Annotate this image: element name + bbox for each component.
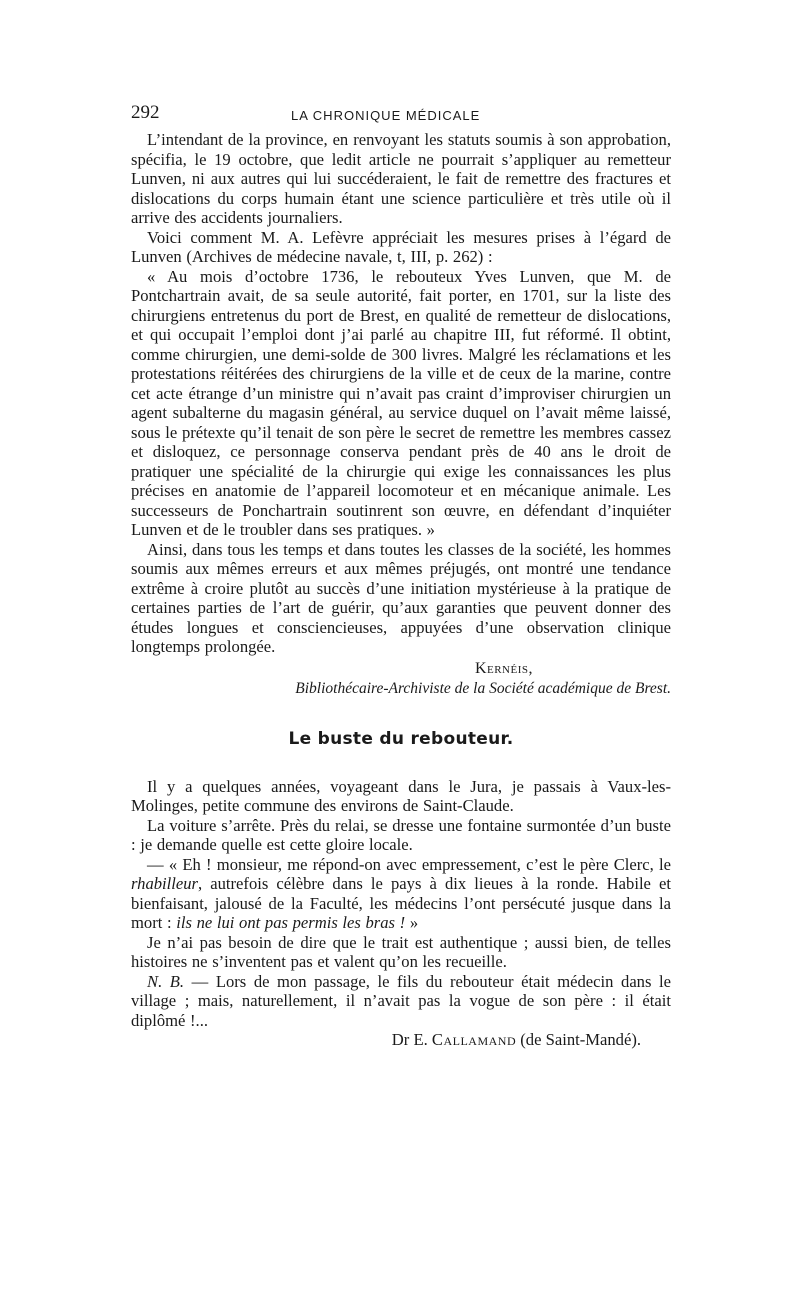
running-head [131, 100, 671, 130]
paragraph: L’intendant de la province, en renvoyant les statuts soumis à son approbation, spécifia, le 19 octobre, que ledit article ne pourrait s’appliquer au remetteur Lunven, ni aux autres qui lui succéderaient, le fait de remettre des fractures et dislocations du corps humain étant une science particulière et très utile où il arrive des accidents journaliers. [131, 130, 671, 227]
author-affiliation: Bibliothécaire-Archiviste de la Société académique de Brest. [295, 679, 671, 697]
paragraph [131, 855, 671, 933]
paragraph: Voici comment M. A. Lefèvre appréciait les mesures prises à l’égard de Lunven (Archives de médecine navale, t, III, p. 262) : [131, 227, 671, 266]
sig-prefix: Dr E. [391, 1030, 432, 1049]
paragraph: Je n’ai pas besoin de dire que le trait est authentique ; aussi bien, de telles histoires ne s’inventent pas et valent qu’on les recueille. [131, 932, 671, 971]
sig-suffix: (de Saint-Mandé). [516, 1030, 641, 1049]
author-signature [131, 1030, 641, 1050]
section-title: Le buste du rebouteur. [288, 728, 514, 749]
document-page [131, 100, 671, 1050]
page-number: 292 [131, 102, 160, 123]
paragraph: La voiture s’arrête. Près du relai, se dresse une fontaine surmontée d’un buste : je demande quelle est cette gloire locale. [131, 815, 671, 854]
author-signature: Kernéis, [474, 659, 533, 677]
quoted-paragraph: « Au mois d’octobre 1736, le rebouteux Yves Lunven, que M. de Pontchartrain avait, de sa seule autorité, fait porter, en 1701, sur la liste des chirurgiens entretenus du port de Brest, en qualité de remetteur de dislocations, et qui occupait l’emploi dont j’ai parlé au chapitre III, fut réformé. Il obtint, comme chirurgien, une demi-solde de 300 livres. Malgré les réclamations et les protestations réitérées des chirurgiens de la ville et de ceux de la marine, contre cet acte étrange d’un ministre qui n’avait pas craint d’improviser chirurgien un agent subalterne du magasin général, au service duquel on l’avait même laissé, sous le prétexte qu’il tenait de son père le secret de remettre les membres cassez et disloquez, ce personnage conserva pendant près de 40 ans le droit de pratiquer une spécialité de la chirurgie qui exige les connaissances les plus précises en anatomie de l’appareil locomoteur et en mécanique animale. Les successeurs de Ponchartrain soutinrent son œuvre, en défendant d’inquiéter Lunven et de le troubler dans ses pratiques. » [131, 266, 671, 539]
paragraph: Ainsi, dans tous les temps et dans toutes les classes de la société, les hommes soumis aux mêmes erreurs et aux mêmes préjugés, ont montré une tendance extrême à croire plutôt au succès d’une initiation mystérieuse à la pratique de certaines parties de l’art de guérir, qu’aux garanties que peuvent donner des études longues et consciencieuses, appuyées d’une observation clinique longtemps prolongée. [131, 539, 671, 656]
text-run: — Lors de mon passage, le fils du rebouteur était médecin dans le village ; mais, naturellement, il n’avait pas la vogue de son père : il était diplômé !... [131, 971, 671, 1030]
text-run: , autrefois célèbre dans le pays à dix lieues à la ronde. Habile et bienfaisant, jalousé de la Faculté, les médecins l’ont persécuté jusque dans la mort : [131, 874, 671, 932]
emphasis: ils ne lui ont pas permis les bras ! [176, 913, 406, 932]
article-lunven [131, 130, 671, 699]
note-paragraph [131, 972, 671, 1031]
article-buste [131, 777, 671, 1050]
journal-title: LA CHRONIQUE MÉDICALE [291, 108, 481, 123]
emphasis: rhabilleur [131, 874, 198, 893]
paragraph: Il y a quelques années, voyageant dans le Jura, je passais à Vaux-les-Molinges, petite commune des environs de Saint-Claude. [131, 776, 671, 815]
sig-name: Callamand [431, 1030, 517, 1049]
nb-label: N. B. [147, 971, 185, 991]
text-run: — « Eh ! monsieur, me répond-on avec empressement, c’est le père Clerc, le [147, 854, 671, 874]
text-run: » [405, 913, 419, 932]
